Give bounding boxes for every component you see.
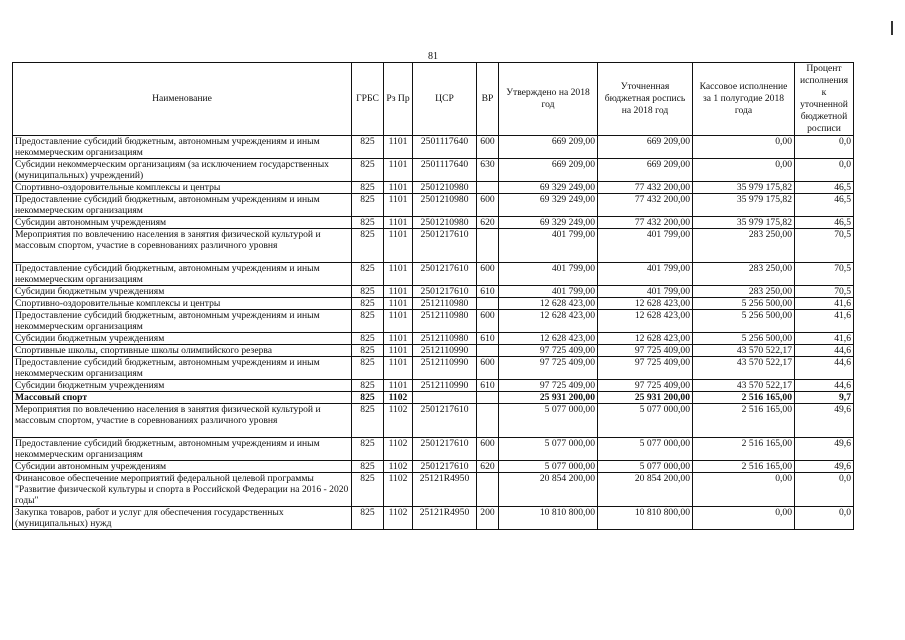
- cell-grbs: 825: [352, 345, 384, 357]
- cell-grbs: 825: [352, 217, 384, 229]
- cell-grbs: 825: [352, 461, 384, 473]
- cell-revised: 97 725 409,00: [598, 380, 693, 392]
- cell-revised: 401 799,00: [598, 263, 693, 286]
- cell-approved: 69 329 249,00: [499, 182, 598, 194]
- cell-name: Субсидии автономным учреждениям: [13, 217, 352, 229]
- header-vr: ВР: [477, 63, 499, 136]
- cell-approved: 5 077 000,00: [499, 404, 598, 438]
- cell-grbs: 825: [352, 473, 384, 507]
- cell-percent: 0,0: [795, 473, 854, 507]
- cell-grbs: 825: [352, 159, 384, 182]
- cell-vr: [477, 473, 499, 507]
- table-row: [13, 286, 854, 298]
- cell-rzpr: 1102: [384, 438, 413, 461]
- cell-csr: 2501210980: [413, 182, 477, 194]
- cell-cash: 35 979 175,82: [693, 194, 795, 217]
- table-row: [13, 392, 854, 404]
- cell-grbs: 825: [352, 298, 384, 310]
- table-row: [13, 438, 854, 461]
- cell-percent: 0,0: [795, 159, 854, 182]
- cell-csr: 2501217610: [413, 229, 477, 263]
- cell-percent: 41,6: [795, 333, 854, 345]
- cell-percent: 41,6: [795, 298, 854, 310]
- cell-csr: 2501117640: [413, 159, 477, 182]
- cell-cash: 283 250,00: [693, 229, 795, 263]
- cell-cash: 5 256 500,00: [693, 298, 795, 310]
- budget-execution-table: [12, 62, 854, 530]
- cell-approved: 401 799,00: [499, 286, 598, 298]
- cell-cash: 283 250,00: [693, 286, 795, 298]
- cell-revised: 10 810 800,00: [598, 507, 693, 530]
- cell-rzpr: 1102: [384, 473, 413, 507]
- cell-csr: 2512110990: [413, 345, 477, 357]
- cell-percent: 70,5: [795, 286, 854, 298]
- cell-cash: 0,00: [693, 473, 795, 507]
- cell-revised: 77 432 200,00: [598, 194, 693, 217]
- cell-percent: 44,6: [795, 357, 854, 380]
- cell-approved: 20 854 200,00: [499, 473, 598, 507]
- cell-csr: 2512110980: [413, 333, 477, 345]
- header-approved: Утверждено на 2018 год: [499, 63, 598, 136]
- cell-vr: 630: [477, 159, 499, 182]
- cell-approved: 12 628 423,00: [499, 310, 598, 333]
- cell-name: Мероприятия по вовлечению населения в занятия физической культурой и массовым спортом, участие в соревнованиях различного уровня: [13, 229, 352, 263]
- cell-cash: 35 979 175,82: [693, 182, 795, 194]
- cell-name: Субсидии бюджетным учреждениям: [13, 333, 352, 345]
- cell-percent: 0,0: [795, 507, 854, 530]
- cell-approved: 97 725 409,00: [499, 380, 598, 392]
- cell-cash: 2 516 165,00: [693, 404, 795, 438]
- cell-revised: 25 931 200,00: [598, 392, 693, 404]
- cell-revised: 12 628 423,00: [598, 310, 693, 333]
- cell-revised: 12 628 423,00: [598, 333, 693, 345]
- cell-grbs: 825: [352, 286, 384, 298]
- cell-percent: 41,6: [795, 310, 854, 333]
- cell-revised: 5 077 000,00: [598, 438, 693, 461]
- cell-vr: 610: [477, 286, 499, 298]
- cell-rzpr: 1101: [384, 159, 413, 182]
- cell-csr: 2512110990: [413, 380, 477, 392]
- cell-name: Субсидии некоммерческим организациям (за исключением государственных (муниципальных) учреждений): [13, 159, 352, 182]
- cell-grbs: 825: [352, 380, 384, 392]
- cell-approved: 401 799,00: [499, 229, 598, 263]
- cell-approved: 5 077 000,00: [499, 461, 598, 473]
- cell-revised: 20 854 200,00: [598, 473, 693, 507]
- cell-vr: 600: [477, 438, 499, 461]
- table-row: [13, 345, 854, 357]
- cell-rzpr: 1101: [384, 310, 413, 333]
- cell-approved: 25 931 200,00: [499, 392, 598, 404]
- cell-rzpr: 1102: [384, 392, 413, 404]
- cell-revised: 77 432 200,00: [598, 182, 693, 194]
- cell-csr: 2512110990: [413, 357, 477, 380]
- cell-approved: 97 725 409,00: [499, 357, 598, 380]
- cell-percent: 70,5: [795, 263, 854, 286]
- cell-name: Закупка товаров, работ и услуг для обеспечения государственных (муниципальных) нужд: [13, 507, 352, 530]
- cell-cash: 43 570 522,17: [693, 380, 795, 392]
- cell-approved: 12 628 423,00: [499, 333, 598, 345]
- cell-percent: 44,6: [795, 380, 854, 392]
- cell-grbs: 825: [352, 507, 384, 530]
- cell-cash: 283 250,00: [693, 263, 795, 286]
- cell-name: Субсидии бюджетным учреждениям: [13, 380, 352, 392]
- table-row: [13, 380, 854, 392]
- cell-rzpr: 1101: [384, 357, 413, 380]
- page-number: 81: [428, 51, 438, 62]
- cell-approved: 69 329 249,00: [499, 217, 598, 229]
- cell-csr: 25121R4950: [413, 507, 477, 530]
- cell-rzpr: 1102: [384, 404, 413, 438]
- cell-revised: 12 628 423,00: [598, 298, 693, 310]
- cell-csr: 2501217610: [413, 263, 477, 286]
- cell-vr: [477, 345, 499, 357]
- cell-csr: [413, 392, 477, 404]
- cell-revised: 5 077 000,00: [598, 404, 693, 438]
- cell-rzpr: 1102: [384, 461, 413, 473]
- table-row: [13, 404, 854, 438]
- cell-revised: 97 725 409,00: [598, 345, 693, 357]
- cell-csr: 2501217610: [413, 461, 477, 473]
- header-name: Наименование: [13, 63, 352, 136]
- header-cash: Кассовое исполнение за 1 полугодие 2018 года: [693, 63, 795, 136]
- cell-percent: 46,5: [795, 182, 854, 194]
- header-csr: ЦСР: [413, 63, 477, 136]
- table-row: [13, 461, 854, 473]
- cell-approved: 97 725 409,00: [499, 345, 598, 357]
- cell-csr: 2512110980: [413, 310, 477, 333]
- cell-approved: 669 209,00: [499, 136, 598, 159]
- cell-cash: 2 516 165,00: [693, 438, 795, 461]
- cell-name: Спортивно-оздоровительные комплексы и центры: [13, 182, 352, 194]
- cell-name: Предоставление субсидий бюджетным, автономным учреждениям и иным некоммерческим организациям: [13, 263, 352, 286]
- cell-name: Предоставление субсидий бюджетным, автономным учреждениям и иным некоммерческим организациям: [13, 136, 352, 159]
- cell-name: Финансовое обеспечение мероприятий федеральной целевой программы "Развитие физической культуры и спорта в Российской Федерации на 2016 - 2020 годы": [13, 473, 352, 507]
- cell-percent: 70,5: [795, 229, 854, 263]
- cell-percent: 9,7: [795, 392, 854, 404]
- cell-percent: 46,5: [795, 217, 854, 229]
- cell-grbs: 825: [352, 333, 384, 345]
- table-row: [13, 507, 854, 530]
- table-row: [13, 333, 854, 345]
- cell-grbs: 825: [352, 136, 384, 159]
- cell-cash: 0,00: [693, 136, 795, 159]
- table-row: [13, 229, 854, 263]
- cell-rzpr: 1101: [384, 333, 413, 345]
- cell-rzpr: 1101: [384, 136, 413, 159]
- cell-name: Предоставление субсидий бюджетным, автономным учреждениям и иным некоммерческим организациям: [13, 438, 352, 461]
- header-revised: Уточненная бюджетная роспись на 2018 год: [598, 63, 693, 136]
- cell-vr: 600: [477, 310, 499, 333]
- cell-rzpr: 1101: [384, 263, 413, 286]
- cell-approved: 69 329 249,00: [499, 194, 598, 217]
- cell-revised: 401 799,00: [598, 286, 693, 298]
- cell-revised: 77 432 200,00: [598, 217, 693, 229]
- cell-csr: 2501217610: [413, 438, 477, 461]
- cell-approved: 12 628 423,00: [499, 298, 598, 310]
- cell-grbs: 825: [352, 404, 384, 438]
- table-row: [13, 263, 854, 286]
- cell-vr: [477, 404, 499, 438]
- cell-vr: 600: [477, 357, 499, 380]
- cell-csr: 2501217610: [413, 404, 477, 438]
- cell-rzpr: 1101: [384, 298, 413, 310]
- table-row: [13, 159, 854, 182]
- cell-vr: 600: [477, 194, 499, 217]
- cell-name: Спортивные школы, спортивные школы олимпийского резерва: [13, 345, 352, 357]
- cell-csr: 2512110980: [413, 298, 477, 310]
- cell-revised: 401 799,00: [598, 229, 693, 263]
- table-header-row: [13, 63, 854, 136]
- header-rzpr: Рз Пр: [384, 63, 413, 136]
- cell-grbs: 825: [352, 229, 384, 263]
- table-row: [13, 310, 854, 333]
- header-grbs: ГРБС: [352, 63, 384, 136]
- cell-revised: 97 725 409,00: [598, 357, 693, 380]
- cell-grbs: 825: [352, 392, 384, 404]
- cell-cash: 43 570 522,17: [693, 357, 795, 380]
- cell-cash: 5 256 500,00: [693, 310, 795, 333]
- cell-name: Предоставление субсидий бюджетным, автономным учреждениям и иным некоммерческим организациям: [13, 357, 352, 380]
- cell-rzpr: 1101: [384, 194, 413, 217]
- cell-percent: 49,6: [795, 404, 854, 438]
- cell-rzpr: 1101: [384, 286, 413, 298]
- cell-csr: 2501210980: [413, 194, 477, 217]
- cell-csr: 2501210980: [413, 217, 477, 229]
- table-row: [13, 182, 854, 194]
- cell-grbs: 825: [352, 182, 384, 194]
- cell-vr: 600: [477, 263, 499, 286]
- cell-vr: 610: [477, 380, 499, 392]
- cell-csr: 25121R4950: [413, 473, 477, 507]
- cell-vr: [477, 298, 499, 310]
- cell-rzpr: 1101: [384, 345, 413, 357]
- cell-csr: 2501217610: [413, 286, 477, 298]
- table-row: [13, 194, 854, 217]
- cell-vr: [477, 229, 499, 263]
- cell-grbs: 825: [352, 357, 384, 380]
- cell-cash: 2 516 165,00: [693, 392, 795, 404]
- table-row: [13, 136, 854, 159]
- cell-rzpr: 1101: [384, 217, 413, 229]
- table-row: [13, 357, 854, 380]
- table-body: [13, 136, 854, 530]
- cell-rzpr: 1102: [384, 507, 413, 530]
- header-percent: Процент исполнения к уточненной бюджетной росписи: [795, 63, 854, 136]
- cell-percent: 0,0: [795, 136, 854, 159]
- table-row: [13, 473, 854, 507]
- cell-rzpr: 1101: [384, 229, 413, 263]
- cell-name: Массовый спорт: [13, 392, 352, 404]
- table-row: [13, 217, 854, 229]
- cell-vr: 620: [477, 461, 499, 473]
- table-row: [13, 298, 854, 310]
- cell-revised: 5 077 000,00: [598, 461, 693, 473]
- cell-name: Субсидии бюджетным учреждениям: [13, 286, 352, 298]
- cell-rzpr: 1101: [384, 182, 413, 194]
- scan-edge-mark: [891, 21, 893, 35]
- cell-percent: 46,5: [795, 194, 854, 217]
- cell-cash: 0,00: [693, 159, 795, 182]
- cell-name: Мероприятия по вовлечению населения в занятия физической культурой и массовым спортом, участие в соревнованиях различного уровня: [13, 404, 352, 438]
- cell-vr: 610: [477, 333, 499, 345]
- cell-vr: [477, 182, 499, 194]
- cell-vr: 200: [477, 507, 499, 530]
- cell-percent: 44,6: [795, 345, 854, 357]
- cell-rzpr: 1101: [384, 380, 413, 392]
- cell-cash: 0,00: [693, 507, 795, 530]
- cell-cash: 2 516 165,00: [693, 461, 795, 473]
- cell-percent: 49,6: [795, 461, 854, 473]
- cell-approved: 669 209,00: [499, 159, 598, 182]
- cell-cash: 5 256 500,00: [693, 333, 795, 345]
- cell-csr: 2501117640: [413, 136, 477, 159]
- cell-name: Субсидии автономным учреждениям: [13, 461, 352, 473]
- cell-cash: 35 979 175,82: [693, 217, 795, 229]
- cell-grbs: 825: [352, 310, 384, 333]
- cell-revised: 669 209,00: [598, 136, 693, 159]
- cell-percent: 49,6: [795, 438, 854, 461]
- cell-grbs: 825: [352, 438, 384, 461]
- cell-vr: 600: [477, 136, 499, 159]
- cell-name: Предоставление субсидий бюджетным, автономным учреждениям и иным некоммерческим организациям: [13, 310, 352, 333]
- cell-grbs: 825: [352, 263, 384, 286]
- cell-revised: 669 209,00: [598, 159, 693, 182]
- cell-approved: 401 799,00: [499, 263, 598, 286]
- cell-cash: 43 570 522,17: [693, 345, 795, 357]
- cell-approved: 10 810 800,00: [499, 507, 598, 530]
- cell-grbs: 825: [352, 194, 384, 217]
- cell-name: Предоставление субсидий бюджетным, автономным учреждениям и иным некоммерческим организациям: [13, 194, 352, 217]
- cell-name: Спортивно-оздоровительные комплексы и центры: [13, 298, 352, 310]
- cell-approved: 5 077 000,00: [499, 438, 598, 461]
- cell-vr: 620: [477, 217, 499, 229]
- cell-vr: [477, 392, 499, 404]
